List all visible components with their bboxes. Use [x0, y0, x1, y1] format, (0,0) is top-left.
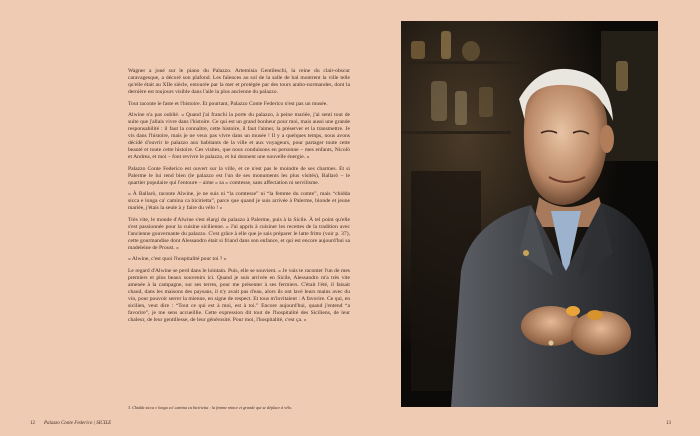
paragraph: Wagner a joué sur le piano du Palazzo. Artemisia Gentileschi, la reine du clair-obscur caravagesque, a décoré son plafond. Les faïences au sol de la salle de bal montrent la ville telle qu'elle était au XIIe siècle, entourée par la mer et protégée par des tours arabo-normandes, dont la dernière est toujours visible dans l'aile la plus ancienne du palazzo.: [128, 68, 350, 96]
paragraph: Palazzo Conte Federico est ouvert sur la ville, et ce n'est pas le moindre de ses charmes. Et si Palerme le lui rend bien (le palazzo est l'un de ses monuments les plus visités), Ballarò – le quartier populaire qui l'entoure – aime « sa » comtesse, sans affectation ni servilisme.: [128, 165, 350, 186]
paragraph: Alwine n'a pas oublié. « Quand j'ai franchi la porte du palazzo, à peine mariée, j'ai senti tout de suite que j'allais vivre dans l'histoire. Ce qui est un grand bonheur pour moi, mais aussi une grande responsabilité : il faut la connaître, cette histoire, il faut l'aimer, la préserver et la transmettre. Je vis dans l'histoire, mais je ne veux pas vivre dans un musée ! Il y a quelques temps, nous avons décidé d'ouvrir le palazzo aux habitants de la ville et aux voyageurs, pour partager toute cette beauté et toute cette histoire. Ces visites, que nous conduisons en personne – mes enfants, Nicolò et Andrea, et moi – font revivre le palazzo, et lui donnent une nouvelle énergie. »: [128, 111, 350, 161]
paragraph: Tout raconte le faste et l'histoire. Et pourtant, Palazzo Conte Federico n'est pas un musée.: [128, 100, 328, 107]
page-number-left: 12: [30, 421, 35, 426]
body-text-column: [128, 68, 350, 329]
portrait-photo: [401, 21, 658, 407]
paragraph: Très vite, le monde d'Alwine s'est élargi du palazzo à Palerme, puis à la Sicile. À tel point qu'elle s'est passionnée pour la cuisine sicilienne. « J'ai appris à cuisiner les recettes de la tradition avec l'ancienne gouvernante du palazzo. C'est grâce à elle que je sais préparer le latte fritto (voir p. 37), cette gourmandise dont Alessandro était si friand dans son enfance, et qui est encore aujourd'hui sa madeleine de Proust. »: [128, 216, 350, 251]
footnote: 3. Chidda sicca e longa ca' camina ca bicirietta : la femme mince et grande qui se déplace à vélo.: [128, 405, 293, 410]
page-number-right: 13: [666, 421, 671, 426]
paragraph: « Alwine, c'est quoi l'hospitalité pour toi ? »: [128, 256, 227, 263]
paragraph: « À Ballarò, raconte Alwine, je ne suis ni “la comtesse” ni “la femme du comte”, mais “chidda sicca e longa ca' camina ca bicirietta”, parce que quand je suis arrivée à Palerme, blonde et jeune mariée, j'étais la seule à y faire du vélo ! »: [128, 191, 350, 212]
paragraph: Le regard d'Alwine se perd dans le lointain. Puis, elle se souvient. « Je vais te raconter l'un de mes premiers et plus beaux souvenirs ici. Quand je suis arrivée en Sicile, Alessandro m'a très vite amenée à la campagne, sur ses terres, pour me présenter à ses fermiers. C'était l'été, il faisait chaud, dans les maisons des paysans, il n'y avait pas d'eau, alors ils ont lavé leurs mains avec du vin, pour pouvoir serrer la mienne, en signe de respect. Et tous m'invitaient : A favorire. Ce qui, en sicilien, veut dire : “Tout ce qui est à moi, est à toi.” Encore aujourd'hui, quand j'entend “a favorire”, je me sens accueillie. Cette expression dit tout de l'hospitalité des Siciliens, de leur chaleur, de leur gentillesse, de leur générosité. Pour moi, l'hospitalité, c'est ça. »: [128, 267, 350, 324]
running-head: Palazzo Conte Federico | SICILE: [44, 421, 112, 426]
